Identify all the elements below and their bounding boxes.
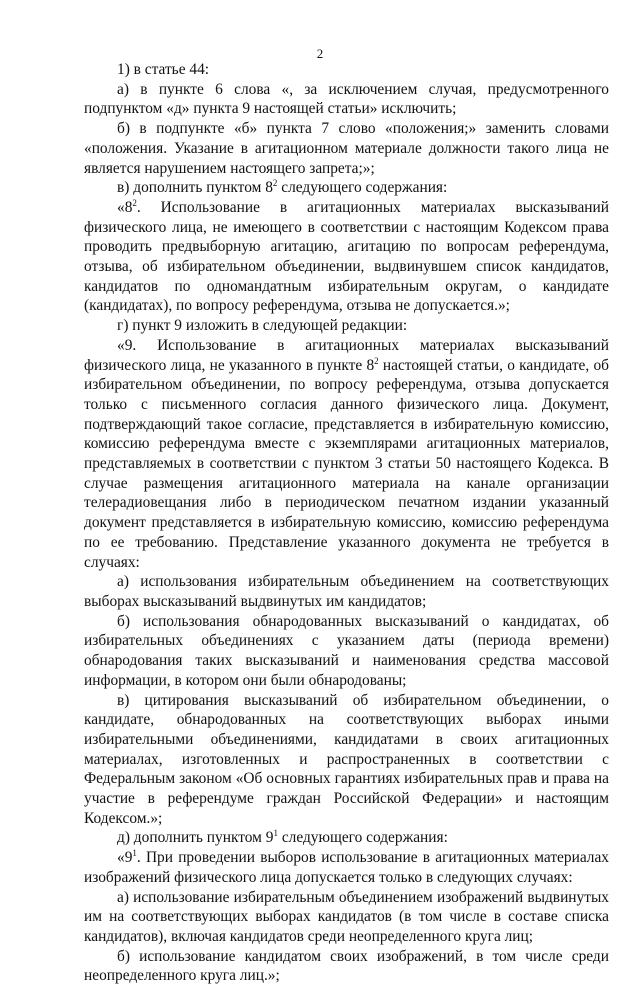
paragraph-text: «9. Использование в агитационных материалах высказываний физического лица, не указанного в пункте 8 bbox=[84, 336, 609, 374]
paragraph-6 bbox=[84, 316, 609, 336]
paragraph-3 bbox=[84, 119, 609, 178]
document-body bbox=[84, 60, 609, 986]
paragraph-text: б) использования обнародованных высказываний о кандидатах, об избирательных объединениях с указанием даты (периода времени) обнародования таких высказываний и наименования средства массовой информации, в котором они были обнародованы; bbox=[84, 612, 609, 689]
paragraph-text: «9 bbox=[117, 849, 133, 867]
paragraph-text: «8 bbox=[117, 198, 133, 216]
paragraph-12 bbox=[84, 848, 609, 887]
superscript: 1 bbox=[273, 828, 278, 839]
paragraph-text: г) пункт 9 изложить в следующей редакции: bbox=[117, 317, 408, 335]
paragraph-text: 1) в статье 44: bbox=[117, 61, 210, 78]
paragraph-text-continued: следующего содержания: bbox=[277, 179, 448, 197]
paragraph-10 bbox=[84, 691, 609, 829]
paragraph-text-continued: . При проведении выборов использование в агитационных материалах изображений физического лица допускается только в следующих случаях: bbox=[84, 849, 609, 886]
superscript: 2 bbox=[374, 355, 379, 366]
paragraph-text: д) дополнить пунктом 9 bbox=[117, 829, 274, 847]
paragraph-2 bbox=[84, 80, 609, 119]
paragraph-text: а) использование избирательным объединением изображений выдвинутых им на соответствующих выборах кандидатов (в том числе в составе списка кандидатов), включая кандидатов среди неопределенного круга лиц; bbox=[84, 888, 609, 945]
superscript: 1 bbox=[132, 848, 137, 858]
paragraph-13 bbox=[84, 888, 609, 947]
paragraph-text: б) использование кандидатом своих изображений, в том числе среди неопределенного круга лиц.»; bbox=[84, 947, 609, 985]
paragraph-text: а) использования избирательным объединением на соответствующих выборах высказываний выдвинутых им кандидатов; bbox=[84, 573, 609, 610]
page-number: 2 bbox=[316, 46, 324, 61]
paragraph-text-continued: . Использование в агитационных материалах высказываний физического лица, не имеющего в соответствии с настоящим Кодексом права проводить предвыборную агитацию, агитацию по вопросам референдума, отзыва, об избирательном объединении, выдвинувшем список кандидатов, кандидатов по одномандатным избирательным округам, о кандидате (кандидатах), по вопросу референдума, отзыва не допускается.»; bbox=[84, 198, 609, 315]
paragraph-11 bbox=[84, 828, 609, 848]
paragraph-14 bbox=[84, 947, 609, 986]
paragraph-7 bbox=[84, 336, 609, 572]
paragraph-5 bbox=[84, 198, 609, 316]
paragraph-text: в) цитирования высказываний об избирательном объединении, о кандидате, обнародованных на соответствующих выборах иными избирательными объединениями, кандидатами в своих агитационных материалах, изготовленных и распространенных в соответствии с Федеральным законом «Об основных гарантиях избирательных прав и права на участие в референдуме граждан Российской Федерации» и настоящим Кодексом.»; bbox=[84, 691, 609, 827]
paragraph-9 bbox=[84, 612, 609, 691]
paragraph-8 bbox=[84, 572, 609, 611]
paragraph-4 bbox=[84, 178, 609, 198]
paragraph-text-continued: настоящей статьи, о кандидате, об избирательном объединении, по вопросу референдума, отзыва допускается только с письменного согласия данного физического лица. Документ, подтверждающий такое согласие, представляется в избирательную комиссию, комиссию референдума вместе с экземплярами агитационных материалов, представляемых в соответствии с пунктом 3 статьи 50 настоящего Кодекса. В случае размещения агитационного материала на канале организации телерадиовещания либо в периодическом печатном издании указанный документ представляется в избирательную комиссию, комиссию референдума по ее требованию. Представление указанного документа не требуется в случаях: bbox=[84, 356, 609, 571]
paragraph-text: б) в подпункте «б» пункта 7 слово «положения;» заменить словами «положения. Указание в агитационном материале должности такого лица не является нарушением настоящего запрета;»; bbox=[84, 120, 609, 177]
paragraph-text: а) в пункте 6 слова «, за исключением случая, предусмотренного подпунктом «д» пункта 9 настоящей статьи» исключить; bbox=[84, 80, 609, 118]
paragraph-text: в) дополнить пунктом 8 bbox=[117, 179, 273, 197]
superscript: 2 bbox=[132, 197, 137, 208]
paragraph-text-continued: следующего содержания: bbox=[277, 829, 448, 847]
superscript: 2 bbox=[272, 178, 278, 189]
paragraph-1 bbox=[84, 60, 609, 80]
